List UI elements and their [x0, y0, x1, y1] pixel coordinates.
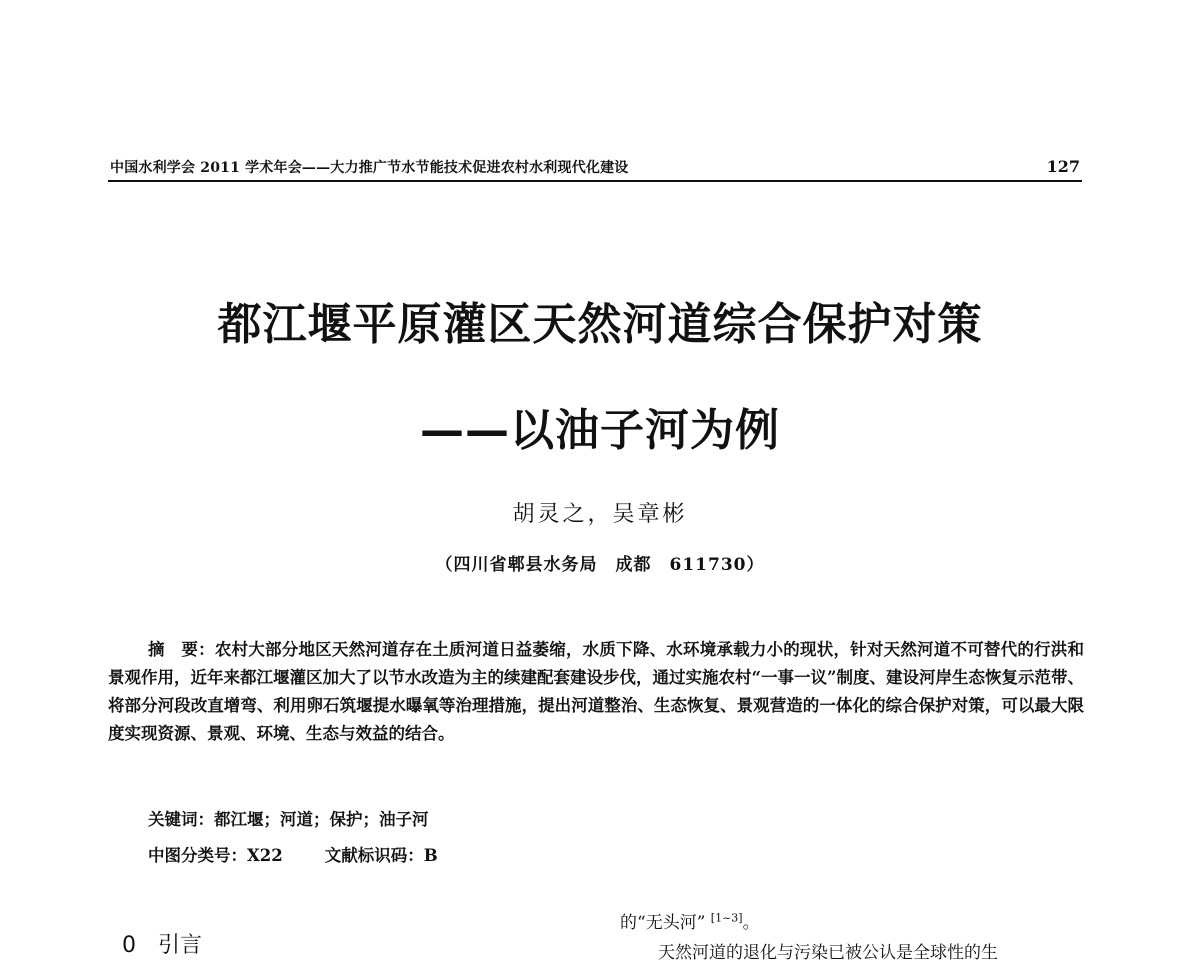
keywords: 关键词：都江堰；河道；保护；油子河	[148, 810, 429, 829]
document-code: 文献标识码：B	[324, 846, 438, 865]
citation-ref: [1~3]	[710, 911, 743, 925]
body-text-line-2: 天然河道的退化与污染已被公认是全球性的生	[658, 943, 998, 963]
abstract-label: 摘 要：	[148, 640, 215, 659]
page-number: 127	[1046, 157, 1080, 176]
page-header	[108, 152, 1082, 182]
classification-line	[148, 842, 438, 866]
running-head: 中国水利学会 2011 学术年会——大力推广节水节能技术促进农村水利现代化建设	[110, 160, 629, 176]
abstract	[108, 636, 1084, 748]
body-text-line	[620, 908, 760, 933]
body-text: 的“无头河”	[620, 913, 706, 933]
section-heading: 0 引言	[122, 933, 202, 958]
clc-number: 中图分类号：X22	[148, 846, 283, 865]
abstract-text: 农村大部分地区天然河道存在土质河道日益萎缩，水质下降、水环境承载力小的现状，针对天然河道不可替代的行洪和景观作用，近年来都江堰灌区加大了以节水改造为主的续建配套建设步伐，通过实施农村“一事一议”制度、建设河岸生态恢复示范带、将部分河段改直增弯、利用卵石筑堰提水曝氧等治理措施，提出河道整治、生态恢复、景观营造的一体化的综合保护对策，可以最大限度实现资源、景观、环境、生态与效益的结合。	[108, 640, 1085, 743]
body-text-end: 。	[742, 913, 760, 933]
affiliation: （四川省郫县水务局 成都 611730）	[435, 555, 765, 575]
paper-title: 都江堰平原灌区天然河道综合保护对策	[217, 299, 983, 350]
authors: 胡灵之，吴章彬	[512, 502, 688, 527]
paper-subtitle: ——以油子河为例	[420, 405, 780, 456]
